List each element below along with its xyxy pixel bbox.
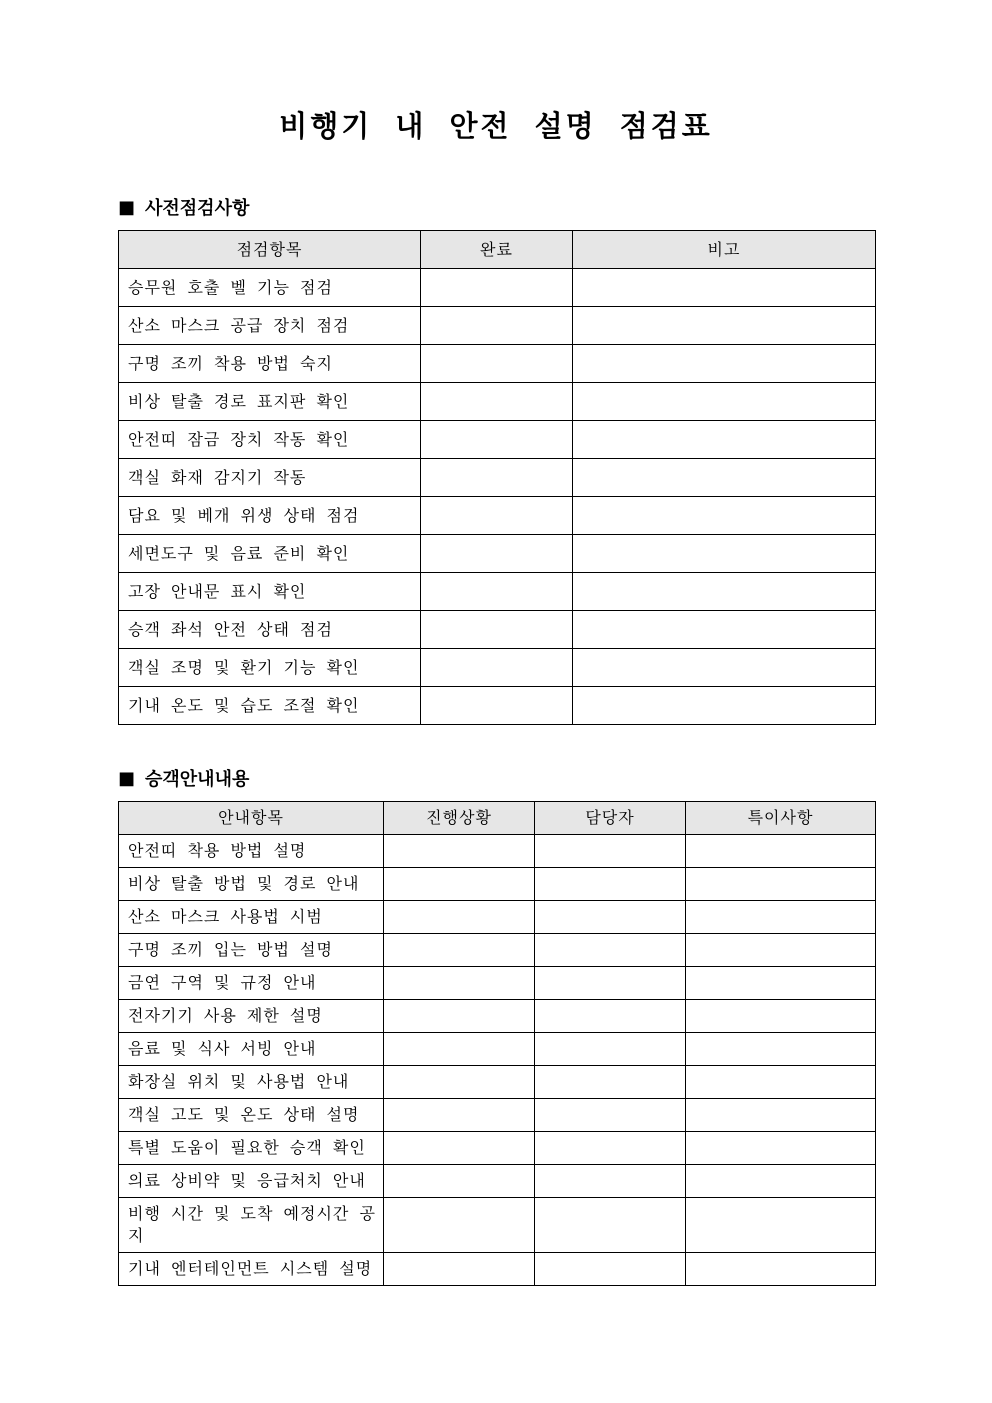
row-done-cell[interactable] (421, 649, 573, 687)
row-done-cell[interactable] (421, 611, 573, 649)
table-row (119, 1099, 876, 1132)
row-item-cell: 기내 온도 및 습도 조절 확인 (119, 687, 421, 725)
row-note-cell[interactable] (573, 687, 876, 725)
table-row (119, 901, 876, 934)
row-note-cell[interactable] (573, 497, 876, 535)
row-done-cell[interactable] (421, 535, 573, 573)
row-remark-cell[interactable] (686, 1165, 876, 1198)
column-header-item: 점검항목 (119, 231, 421, 269)
row-progress-cell[interactable] (384, 1066, 535, 1099)
section-heading-label: 사전점검사항 (145, 198, 250, 219)
row-note-cell[interactable] (573, 573, 876, 611)
table-row (119, 934, 876, 967)
row-owner-cell[interactable] (535, 967, 686, 1000)
table-row (119, 1033, 876, 1066)
column-header-done: 완료 (421, 231, 573, 269)
row-note-cell[interactable] (573, 459, 876, 497)
row-progress-cell[interactable] (384, 1033, 535, 1066)
row-done-cell[interactable] (421, 497, 573, 535)
table-row (119, 967, 876, 1000)
column-header-note: 비고 (573, 231, 876, 269)
row-item-cell: 객실 고도 및 온도 상태 설명 (119, 1099, 384, 1132)
table-row (119, 1165, 876, 1198)
row-progress-cell[interactable] (384, 868, 535, 901)
square-bullet-icon: ■ (118, 196, 136, 218)
row-item-cell: 구명 조끼 입는 방법 설명 (119, 934, 384, 967)
row-item-cell: 금연 구역 및 규정 안내 (119, 967, 384, 1000)
row-note-cell[interactable] (573, 421, 876, 459)
row-progress-cell[interactable] (384, 835, 535, 868)
row-remark-cell[interactable] (686, 901, 876, 934)
table-row (119, 835, 876, 868)
row-progress-cell[interactable] (384, 1165, 535, 1198)
table-header-row (119, 802, 876, 835)
row-owner-cell[interactable] (535, 868, 686, 901)
row-owner-cell[interactable] (535, 1033, 686, 1066)
row-done-cell[interactable] (421, 307, 573, 345)
table-header-row (119, 231, 876, 269)
precheck-table (118, 230, 876, 725)
row-item-cell: 특별 도움이 필요한 승객 확인 (119, 1132, 384, 1165)
row-remark-cell[interactable] (686, 1099, 876, 1132)
row-item-cell: 산소 마스크 사용법 시범 (119, 901, 384, 934)
row-item-cell: 승무원 호출 벨 기능 점검 (119, 269, 421, 307)
row-owner-cell[interactable] (535, 1253, 686, 1286)
row-progress-cell[interactable] (384, 1198, 535, 1253)
row-item-cell: 비행 시간 및 도착 예정시간 공지 (119, 1198, 384, 1253)
row-note-cell[interactable] (573, 307, 876, 345)
row-owner-cell[interactable] (535, 1198, 686, 1253)
row-item-cell: 안전띠 잠금 장치 작동 확인 (119, 421, 421, 459)
row-remark-cell[interactable] (686, 1000, 876, 1033)
row-item-cell: 구명 조끼 착용 방법 숙지 (119, 345, 421, 383)
row-remark-cell[interactable] (686, 1253, 876, 1286)
row-item-cell: 세면도구 및 음료 준비 확인 (119, 535, 421, 573)
document-title: 비행기 내 안전 설명 점검표 (279, 109, 713, 143)
table-row (119, 868, 876, 901)
row-item-cell: 비상 탈출 경로 표지판 확인 (119, 383, 421, 421)
row-item-cell: 기내 엔터테인먼트 시스템 설명 (119, 1253, 384, 1286)
announcement-table (118, 801, 876, 1286)
table-row (119, 307, 876, 345)
row-owner-cell[interactable] (535, 1066, 686, 1099)
square-bullet-icon: ■ (118, 767, 136, 789)
table-row (119, 383, 876, 421)
table-row (119, 1198, 876, 1253)
row-remark-cell[interactable] (686, 1132, 876, 1165)
table-row (119, 535, 876, 573)
row-owner-cell[interactable] (535, 901, 686, 934)
table-row (119, 459, 876, 497)
table-row (119, 649, 876, 687)
row-progress-cell[interactable] (384, 967, 535, 1000)
row-remark-cell[interactable] (686, 835, 876, 868)
row-note-cell[interactable] (573, 269, 876, 307)
row-item-cell: 산소 마스크 공급 장치 점검 (119, 307, 421, 345)
column-header-progress: 진행상황 (384, 802, 535, 835)
table-row (119, 497, 876, 535)
row-owner-cell[interactable] (535, 1000, 686, 1033)
row-owner-cell[interactable] (535, 1165, 686, 1198)
table-row (119, 1253, 876, 1286)
section-heading-announcements (118, 765, 249, 791)
row-remark-cell[interactable] (686, 1198, 876, 1253)
table-row (119, 611, 876, 649)
column-header-item: 안내항목 (119, 802, 384, 835)
row-remark-cell[interactable] (686, 967, 876, 1000)
table-row (119, 1000, 876, 1033)
row-note-cell[interactable] (573, 649, 876, 687)
row-remark-cell[interactable] (686, 868, 876, 901)
row-note-cell[interactable] (573, 345, 876, 383)
column-header-remark: 특이사항 (686, 802, 876, 835)
row-item-cell: 화장실 위치 및 사용법 안내 (119, 1066, 384, 1099)
row-item-cell: 고장 안내문 표시 확인 (119, 573, 421, 611)
row-note-cell[interactable] (573, 535, 876, 573)
row-owner-cell[interactable] (535, 1099, 686, 1132)
row-item-cell: 비상 탈출 방법 및 경로 안내 (119, 868, 384, 901)
section-heading-precheck (118, 194, 249, 220)
row-remark-cell[interactable] (686, 1066, 876, 1099)
table-row (119, 345, 876, 383)
row-progress-cell[interactable] (384, 1000, 535, 1033)
row-note-cell[interactable] (573, 611, 876, 649)
row-remark-cell[interactable] (686, 934, 876, 967)
row-remark-cell[interactable] (686, 1033, 876, 1066)
row-item-cell: 담요 및 베개 위생 상태 점검 (119, 497, 421, 535)
row-done-cell[interactable] (421, 687, 573, 725)
row-done-cell[interactable] (421, 345, 573, 383)
row-item-cell: 승객 좌석 안전 상태 점검 (119, 611, 421, 649)
table-row (119, 573, 876, 611)
row-item-cell: 안전띠 착용 방법 설명 (119, 835, 384, 868)
row-note-cell[interactable] (573, 383, 876, 421)
section-heading-label: 승객안내내용 (145, 769, 250, 790)
row-progress-cell[interactable] (384, 1253, 535, 1286)
row-progress-cell[interactable] (384, 901, 535, 934)
row-owner-cell[interactable] (535, 934, 686, 967)
row-item-cell: 객실 조명 및 환기 기능 확인 (119, 649, 421, 687)
row-progress-cell[interactable] (384, 1132, 535, 1165)
row-done-cell[interactable] (421, 573, 573, 611)
table-row (119, 1132, 876, 1165)
row-owner-cell[interactable] (535, 835, 686, 868)
row-done-cell[interactable] (421, 269, 573, 307)
table-row (119, 421, 876, 459)
row-item-cell: 객실 화재 감지기 작동 (119, 459, 421, 497)
table-row (119, 269, 876, 307)
table-row (119, 687, 876, 725)
row-progress-cell[interactable] (384, 934, 535, 967)
row-done-cell[interactable] (421, 421, 573, 459)
row-progress-cell[interactable] (384, 1099, 535, 1132)
row-owner-cell[interactable] (535, 1132, 686, 1165)
row-item-cell: 의료 상비약 및 응급처치 안내 (119, 1165, 384, 1198)
row-done-cell[interactable] (421, 459, 573, 497)
column-header-owner: 담당자 (535, 802, 686, 835)
row-item-cell: 음료 및 식사 서빙 안내 (119, 1033, 384, 1066)
row-done-cell[interactable] (421, 383, 573, 421)
row-item-cell: 전자기기 사용 제한 설명 (119, 1000, 384, 1033)
table-row (119, 1066, 876, 1099)
